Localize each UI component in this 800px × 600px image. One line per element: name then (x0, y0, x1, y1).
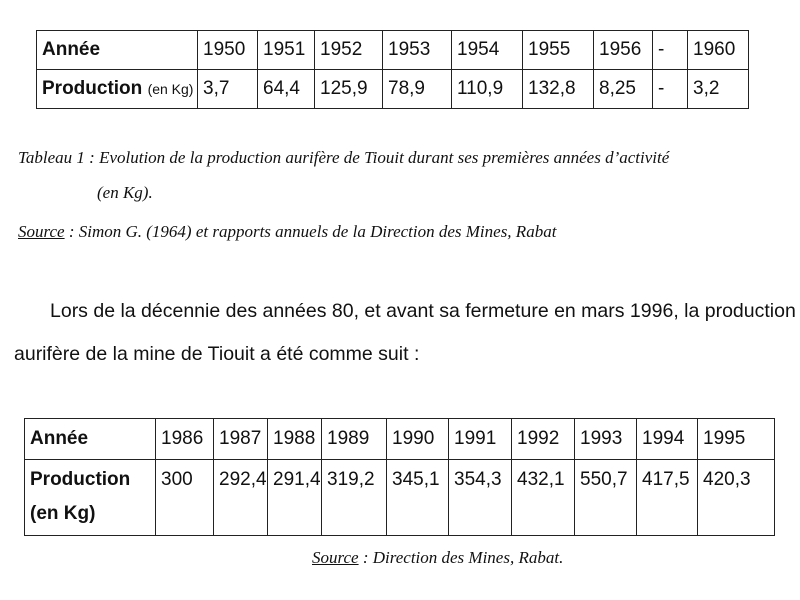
table2-year-cell: 1989 (322, 419, 387, 460)
table2-value-cell: 300 (156, 460, 214, 536)
table1-year-cell: 1955 (523, 31, 594, 70)
table1-year-row (37, 31, 749, 70)
table2-year-cell: 1987 (214, 419, 268, 460)
table1-value-cell: 64,4 (258, 70, 315, 109)
table1-value-cell: 132,8 (523, 70, 594, 109)
table1-year-header: Année (37, 31, 198, 70)
table2-year-cell: 1995 (698, 419, 775, 460)
table1-value-cell: 3,2 (688, 70, 749, 109)
table1-production-unit: (en Kg) (147, 81, 194, 97)
table2-value-cell: 291,4 (268, 460, 322, 536)
table1-value-cell: 8,25 (594, 70, 653, 109)
production-table-1986-1995 (24, 418, 775, 536)
table1-year-cell: 1950 (198, 31, 258, 70)
table2-value-cell: 345,1 (387, 460, 449, 536)
table1-value-cell: 3,7 (198, 70, 258, 109)
table2-production-row (25, 460, 775, 536)
table1-value-cell: 110,9 (452, 70, 523, 109)
table1-year-cell: 1960 (688, 31, 749, 70)
table2-year-cell: 1986 (156, 419, 214, 460)
table1-year-cell: 1952 (315, 31, 383, 70)
table2-year-cell: 1991 (449, 419, 512, 460)
table1-year-cell: 1954 (452, 31, 523, 70)
table2-year-cell: 1994 (637, 419, 698, 460)
table1-source-label: Source (18, 222, 65, 241)
table2-source-label: Source (312, 548, 359, 567)
table1-value-cell: - (653, 70, 688, 109)
table1-year-cell: 1953 (383, 31, 452, 70)
table2-year-cell: 1993 (575, 419, 637, 460)
table2-source (312, 548, 563, 568)
table2-value-cell: 550,7 (575, 460, 637, 536)
table1-caption-unit: (en Kg). (97, 183, 153, 202)
table2-value-cell: 420,3 (698, 460, 775, 536)
table2-value-cell: 417,5 (637, 460, 698, 536)
table2-value-cell: 292,4 (214, 460, 268, 536)
table1-production-header (37, 70, 198, 109)
table1-source (18, 222, 556, 242)
table2-value-cell: 354,3 (449, 460, 512, 536)
table2-production-header: Production (en Kg) (25, 460, 156, 536)
table1-value-cell: 78,9 (383, 70, 452, 109)
table2-value-cell: 432,1 (512, 460, 575, 536)
table1-production-row (37, 70, 749, 109)
table1-source-text: : Simon G. (1964) et rapports annuels de la Direction des Mines, Rabat (64, 222, 557, 241)
table2-year-header: Année (25, 419, 156, 460)
table2-value-cell: 319,2 (322, 460, 387, 536)
table2-year-cell: 1990 (387, 419, 449, 460)
table1-year-cell: - (653, 31, 688, 70)
table1-year-cell: 1951 (258, 31, 315, 70)
table1-caption: Tableau 1 : Evolution de la production aurifère de Tiouit durant ses premières années d’activité (18, 148, 670, 167)
paragraph-line-1: Lors de la décennie des années 80, et avant sa fermeture en mars 1996, la production (50, 300, 796, 322)
table2-year-row (25, 419, 775, 460)
table1-production-label: Production (42, 78, 143, 99)
table2-year-cell: 1988 (268, 419, 322, 460)
production-table-1950-1960 (36, 30, 749, 109)
table1-year-cell: 1956 (594, 31, 653, 70)
table1-value-cell: 125,9 (315, 70, 383, 109)
table2-year-cell: 1992 (512, 419, 575, 460)
table2-source-text: : Direction des Mines, Rabat. (358, 548, 564, 567)
paragraph-line-2: aurifère de la mine de Tiouit a été comme suit : (14, 343, 420, 365)
